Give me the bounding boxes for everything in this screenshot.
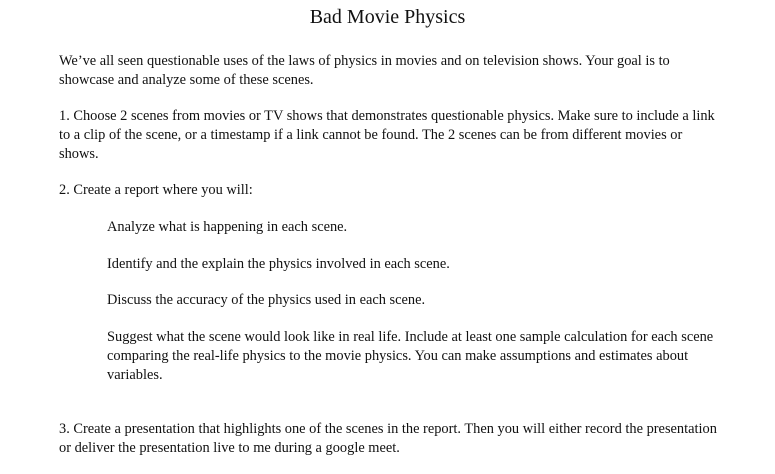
intro-paragraph: We’ve all seen questionable uses of the laws of physics in movies and on television shows. Your goal is to showcase and analyze some of these scenes.: [59, 53, 670, 88]
step-2-item-analyze: Analyze what is happening in each scene.: [107, 219, 348, 235]
step-2-item-identify: Identify and the explain the physics involved in each scene.: [107, 256, 450, 272]
step-2-item-discuss: Discuss the accuracy of the physics used in each scene.: [107, 292, 426, 308]
step-1-paragraph: 1. Choose 2 scenes from movies or TV shows that demonstrates questionable physics. Make sure to include a link to a clip of the scene, or a timestamp if a link cannot be found. The 2 scenes can be from different movies or shows.: [59, 108, 715, 162]
document-title: Bad Movie Physics: [309, 6, 466, 28]
step-2-item-suggest: Suggest what the scene would look like in real life. Include at least one sample calculation for each scene comparing the real-life physics to the movie physics. You can make assumptions and estimates about variables.: [107, 329, 714, 383]
step-2-heading: 2. Create a report where you will:: [59, 182, 253, 198]
step-3-paragraph: 3. Create a presentation that highlights one of the scenes in the report. Then you will either record the presentation or deliver the presentation live to me during a google meet.: [59, 421, 717, 456]
